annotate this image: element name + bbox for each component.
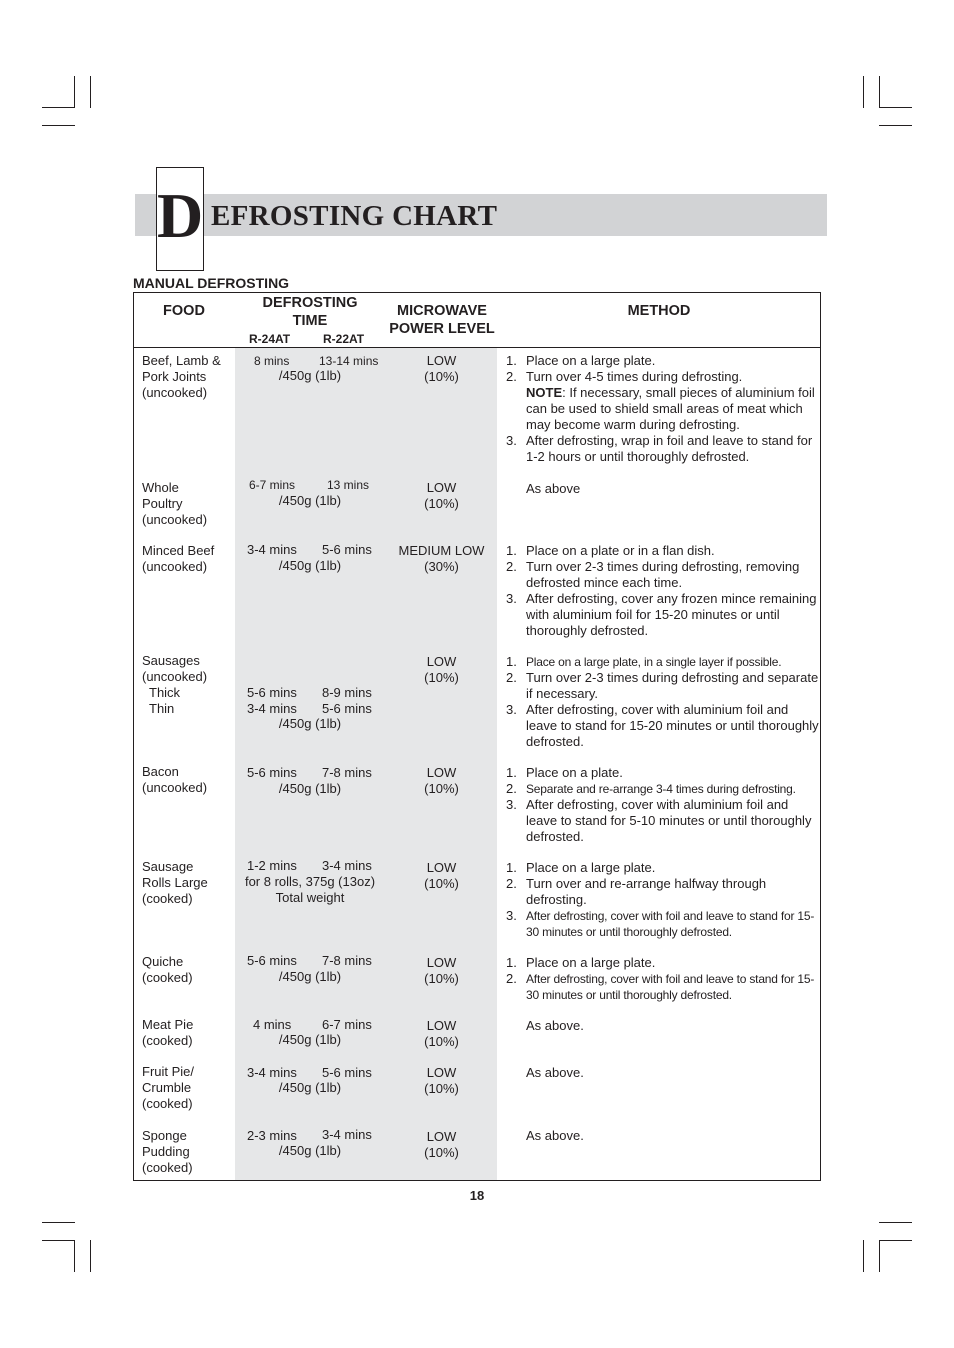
food-line: Sausages (142, 653, 200, 668)
page-title: EFROSTING CHART (211, 200, 498, 232)
time-note-2: Total weight (275, 890, 345, 905)
power-level: LOW (426, 765, 457, 780)
power-percent: (10%) (424, 971, 459, 986)
method-text: As above. (526, 1018, 584, 1033)
food-line: Pork Joints (142, 369, 207, 384)
time-r24at: 6-7 mins (249, 478, 296, 492)
method-step: 2. After defrosting, cover with foil and leave to stand for 15-30 minutes or until thoroughly defrosted. (506, 971, 815, 1002)
defrosting-table (133, 292, 821, 1181)
time-note: /450g (1lb) (278, 716, 342, 731)
time-note: /450g (1lb) (278, 781, 342, 796)
note-label: NOTE (526, 385, 563, 400)
power-level: LOW (426, 480, 457, 495)
food-line: (uncooked) (142, 512, 208, 527)
time-thin-r24at: 3-4 mins (247, 701, 297, 716)
food-cell (142, 1017, 193, 1049)
method-step: 2. Turn over and re-arrange halfway through defrosting. (506, 876, 767, 907)
header-divider (134, 347, 820, 348)
time-note: /450g (1lb) (278, 969, 342, 984)
food-line: Bacon (142, 764, 179, 779)
power-cell (386, 1018, 497, 1050)
power-level: LOW (426, 654, 457, 669)
food-line: Quiche (142, 954, 184, 969)
header-power-line2: POWER LEVEL (389, 321, 495, 337)
time-r24at: 5-6 mins (247, 765, 297, 780)
time-thick-r24at: 5-6 mins (247, 685, 297, 700)
time-note: /450g (1lb) (278, 493, 342, 508)
dropcap-box (156, 167, 204, 271)
power-cell (386, 353, 497, 385)
time-r24at: 5-6 mins (247, 953, 297, 968)
time-note: /450g (1lb) (278, 1143, 342, 1158)
power-percent: (30%) (424, 559, 459, 574)
power-cell (386, 765, 497, 797)
food-line: Minced Beef (142, 543, 215, 558)
method-list (506, 955, 821, 1003)
title-dropcap: D (157, 180, 204, 251)
food-line: (uncooked) (142, 385, 208, 400)
method-step: 1. Place on a large plate. (506, 955, 656, 970)
time-r24at: 1-2 mins (247, 858, 297, 873)
time-r24at: 3-4 mins (247, 1065, 297, 1080)
method-step: 3. After defrosting, cover with aluminium foil and leave to stand for 15-20 minutes or until thoroughly defrosted. (506, 702, 819, 749)
power-percent: (10%) (424, 369, 459, 384)
time-r22at: 5-6 mins (322, 1065, 372, 1080)
header-method: METHOD (627, 303, 691, 319)
power-cell (386, 1065, 497, 1097)
time-r24at: 3-4 mins (247, 542, 297, 557)
power-percent: (10%) (424, 1145, 459, 1160)
food-cell (142, 859, 208, 907)
food-line: Thin (149, 701, 175, 716)
time-r22at: 5-6 mins (322, 542, 372, 557)
food-line: (cooked) (142, 1096, 193, 1111)
power-cell (386, 1129, 497, 1161)
food-cell (142, 1064, 194, 1112)
food-line: Fruit Pie/ (142, 1064, 195, 1079)
food-line: (uncooked) (142, 669, 208, 684)
food-line: Whole (142, 480, 179, 495)
section-heading: MANUAL DEFROSTING (133, 275, 290, 291)
method-step: 2. Turn over 4-5 times during defrosting. NOTE: If necessary, small pieces of aluminium foil can be used to shield small areas of meat which may become warm during defrosting. (506, 369, 815, 432)
header-time-line1: DEFROSTING (262, 295, 358, 311)
method-text: As above (526, 481, 581, 496)
time-r22at: 13-14 mins (319, 354, 379, 368)
method-step: 3. After defrosting, cover with foil and leave to stand for 15-30 minutes or until thoroughly defrosted. (506, 908, 815, 939)
food-cell (142, 480, 207, 528)
power-level: LOW (426, 353, 457, 368)
power-percent: (10%) (424, 876, 459, 891)
method-step: 1. Place on a plate or in a flan dish. (506, 543, 715, 558)
power-level: LOW (426, 1018, 457, 1033)
power-percent: (10%) (424, 1034, 459, 1049)
food-line: Poultry (142, 496, 183, 511)
method-step: 1. Place on a large plate. (506, 353, 656, 368)
method-list (506, 860, 821, 940)
power-cell (386, 955, 497, 987)
time-note: /450g (1lb) (278, 368, 342, 383)
food-line: Pudding (142, 1144, 190, 1159)
power-percent: (10%) (424, 496, 459, 511)
time-r22at: 13 mins (327, 478, 370, 492)
method-text: As above. (526, 1065, 584, 1080)
food-line: Sponge (142, 1128, 187, 1143)
food-line: (cooked) (142, 970, 193, 985)
power-percent: (10%) (424, 781, 459, 796)
food-line: (uncooked) (142, 559, 208, 574)
method-step: 2. Separate and re-arrange 3-4 times during defrosting. (506, 781, 796, 796)
method-list (506, 353, 821, 465)
food-line: Meat Pie (142, 1017, 194, 1032)
food-line: (uncooked) (142, 780, 208, 795)
time-r22at: 7-8 mins (322, 953, 372, 968)
time-thin-r22at: 5-6 mins (322, 701, 372, 716)
food-line: Sausage (142, 859, 194, 874)
power-level: LOW (426, 860, 457, 875)
power-level: LOW (426, 1065, 457, 1080)
food-cell (142, 954, 193, 986)
food-cell (142, 1128, 193, 1176)
power-cell (386, 860, 497, 892)
power-percent: (10%) (424, 670, 459, 685)
time-note: /450g (1lb) (278, 1080, 342, 1095)
time-r24at: 4 mins (253, 1017, 292, 1032)
method-step: 2. Turn over 2-3 times during defrosting, removing defrosted mince each time. (506, 559, 800, 590)
time-r24at: 2-3 mins (247, 1128, 297, 1143)
power-level: LOW (426, 955, 457, 970)
time-note: for 8 rolls, 375g (13oz) (244, 874, 376, 889)
method-step: 1. Place on a plate. (506, 765, 623, 780)
power-percent: (10%) (424, 1081, 459, 1096)
time-r24at: 8 mins (254, 354, 290, 368)
header-power (378, 302, 506, 338)
food-cell (142, 653, 207, 717)
food-cell (142, 764, 207, 796)
header-food: FOOD (163, 303, 205, 319)
food-line: Beef, Lamb & (142, 353, 221, 368)
header-model-a: R-24AT (249, 332, 291, 346)
method-step: 1. Place on a large plate. (506, 860, 656, 875)
food-cell (142, 543, 214, 575)
power-cell (386, 480, 497, 512)
time-r22at: 3-4 mins (322, 858, 372, 873)
time-column-shade (235, 348, 386, 1180)
food-line: Thick (149, 685, 181, 700)
time-note: /450g (1lb) (278, 1032, 342, 1047)
method-list (506, 765, 821, 845)
time-r22at: 7-8 mins (322, 765, 372, 780)
power-column-shade (386, 348, 497, 1180)
food-line: (cooked) (142, 1033, 193, 1048)
time-thick-r22at: 8-9 mins (322, 685, 372, 700)
header-model-b: R-22AT (323, 332, 365, 346)
method-list (506, 654, 821, 750)
food-cell (142, 353, 221, 401)
method-step: 3. After defrosting, cover any frozen mince remaining with aluminium foil for 15-20 minutes or until thoroughly defrosted. (506, 591, 817, 638)
power-cell (386, 543, 497, 575)
time-note: /450g (1lb) (278, 558, 342, 573)
food-line: Crumble (142, 1080, 192, 1095)
method-step: 3. After defrosting, cover with aluminium foil and leave to stand for 5-10 minutes or until thoroughly defrosted. (506, 797, 812, 844)
food-line: (cooked) (142, 1160, 193, 1175)
page-number: 18 (469, 1188, 485, 1203)
food-line: (cooked) (142, 891, 193, 906)
method-step: 2. Turn over 2-3 times during defrosting and separate if necessary. (506, 670, 819, 701)
power-level: MEDIUM LOW (398, 543, 485, 558)
method-step: 1. Place on a large plate, in a single layer if possible. (506, 654, 782, 669)
method-text: As above. (526, 1128, 584, 1143)
time-r22at: 6-7 mins (322, 1017, 372, 1032)
food-line: Rolls Large (142, 875, 208, 890)
header-time (235, 294, 385, 330)
time-r22at: 3-4 mins (322, 1127, 372, 1142)
method-step: 3. After defrosting, wrap in foil and leave to stand for 1-2 hours or until thoroughly defrosted. (506, 433, 813, 464)
power-cell (386, 654, 497, 686)
header-power-line1: MICROWAVE (397, 303, 487, 319)
header-time-line2: TIME (292, 313, 328, 329)
power-level: LOW (426, 1129, 457, 1144)
method-list (506, 543, 821, 639)
